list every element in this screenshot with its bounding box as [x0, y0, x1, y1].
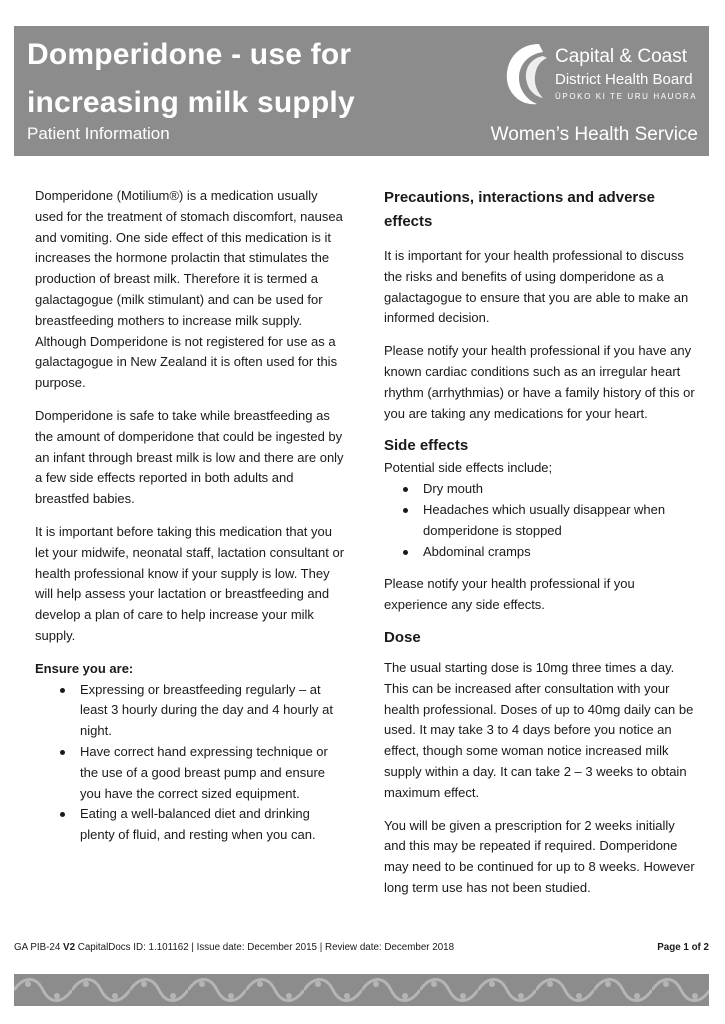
consult-paragraph: It is important before taking this medication that you let your midwife, neonatal staff, lactation consultant or health professional know if your supply is low. They will help assess your lactation or breastfeeding and develop a plan of care to help increase your milk supply.	[35, 523, 345, 643]
document-footer	[14, 942, 709, 953]
side-effects-heading: Side effects	[384, 437, 469, 455]
precautions-paragraph-2: Please notify your health professional if you have any known cardiac conditions such as an irregular heart rhythm (arrhythmias) or have a family history of this or you are taking any medications for your heart.	[384, 343, 695, 421]
koru-logo-icon	[499, 40, 551, 110]
side-effects-list	[400, 479, 696, 562]
list-item: Headaches which usually disappear when domperidone is stopped	[400, 500, 696, 542]
side-effects-note: Please notify your health professional if you experience any side effects.	[384, 576, 635, 613]
list-item: Abdominal cramps	[400, 542, 696, 563]
service-name: Women’s Health Service	[490, 124, 698, 145]
right-column	[384, 186, 696, 911]
logo-name-line-1: Capital & Coast	[555, 46, 688, 67]
ensure-list	[57, 680, 347, 846]
dhb-logo	[499, 40, 704, 110]
dose-heading: Dose	[384, 628, 421, 646]
ensure-heading: Ensure you are:	[35, 660, 134, 676]
list-item: Dry mouth	[400, 479, 696, 500]
intro-paragraph: Domperidone (Motilium®) is a medication usually used for the treatment of stomach discomfort, nausea and vomiting. One side effect of this medication is it increases the hormone prolactin that stimulates the production of breast milk. Therefore it is termed a galactagogue (milk stimulant) and can be used for breastfeeding mothers to increase milk supply. Although Domperidone is not registered for use as a galactagogue in New Zealand it is often used for this purpose.	[35, 188, 343, 391]
list-item: Expressing or breastfeeding regularly – at least 3 hourly during the day and 4 hourly at night.	[57, 680, 347, 742]
dose-paragraph-2: You will be given a prescription for 2 weeks initially and this may be repeated if required. Domperidone may need to be continued for up to 8 weeks. However long term use has not been studied.	[384, 817, 695, 895]
document-code: GA PIB-24	[14, 942, 61, 953]
precautions-paragraph-1: It is important for your health professional to discuss the risks and benefits of using domperidone as a galactagogue to ensure that you are able to make an informed decision.	[384, 248, 689, 326]
document-version: V2	[63, 942, 76, 953]
title-line-2: increasing milk supply	[27, 86, 355, 119]
page-number: Page 1 of 2	[657, 942, 709, 953]
list-item: Have correct hand expressing technique or the use of a good breast pump and ensure you have the correct sized equipment.	[57, 742, 347, 804]
safety-paragraph: Domperidone is safe to take while breastfeeding as the amount of domperidone that could be ingested by an infant through breast milk is low and there are only a few side effects reported in both adults and breastfed babies.	[35, 407, 344, 507]
page-subtitle: Patient Information	[27, 124, 170, 143]
title-line-1: Domperidone - use for	[27, 38, 352, 71]
precautions-heading: Precautions, interactions and adverse effects	[384, 189, 655, 230]
document-details: CapitalDocs ID: 1.101162 | Issue date: December 2015 | Review date: December 2018	[77, 942, 455, 953]
kowhaiwhai-pattern	[14, 974, 709, 1006]
list-item: Eating a well-balanced diet and drinking plenty of fluid, and resting when you can.	[57, 804, 347, 846]
logo-name-line-2: District Health Board	[555, 71, 693, 88]
logo-maori-name: ŪPOKO KI TE URU HAUORA	[555, 92, 698, 101]
left-column	[35, 186, 347, 858]
dose-paragraph-1: The usual starting dose is 10mg three times a day. This can be increased after consultation with your health professional. Doses of up to 40mg daily can be used. It may take 3 to 4 days before you notice an effect, though some woman notice increased milk supply within a day. It can take 2 – 3 weeks to obtain maximum effect.	[384, 659, 694, 800]
page-title	[27, 31, 447, 127]
kowhaiwhai-pattern-band	[14, 974, 709, 1006]
header-banner	[14, 26, 709, 156]
side-effects-intro: Potential side effects include;	[384, 460, 553, 476]
